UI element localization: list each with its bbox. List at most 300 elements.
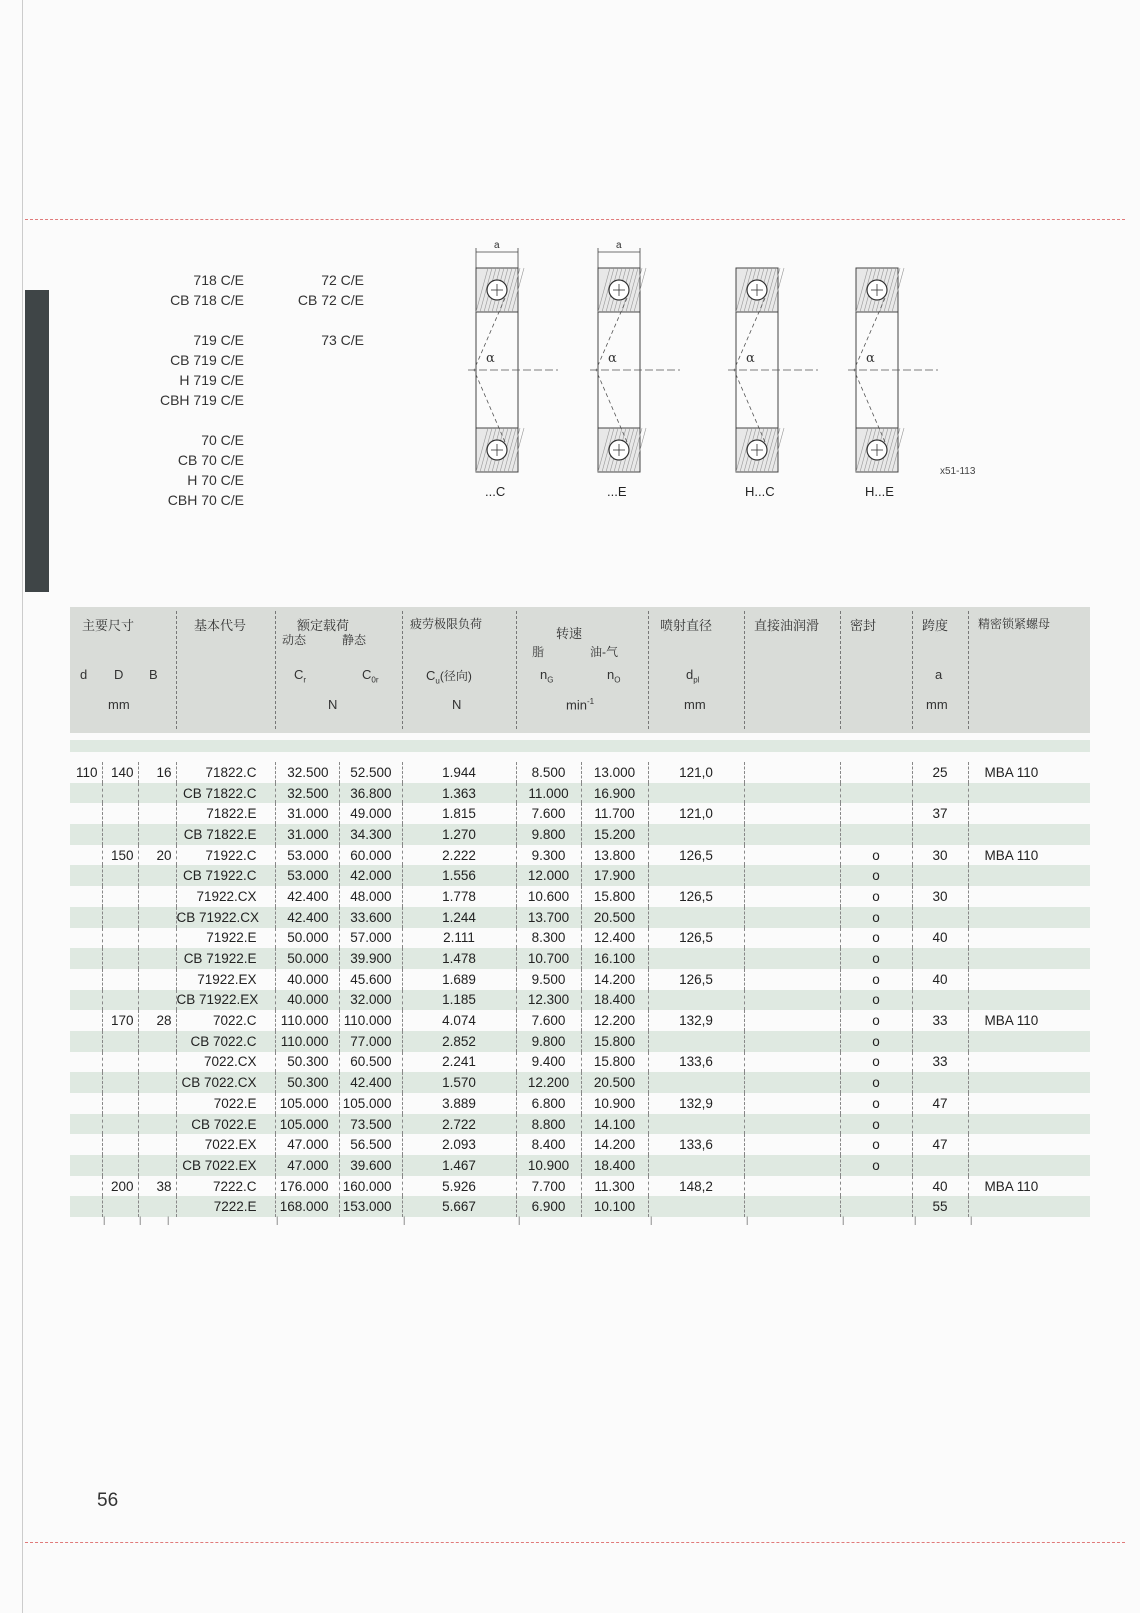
cell-cr: 168.000 bbox=[275, 1196, 339, 1217]
cell-seal: o bbox=[840, 990, 912, 1011]
tick-mark: | bbox=[103, 1215, 106, 1225]
cell-B bbox=[138, 1155, 176, 1176]
cell-dpl: 126,5 bbox=[648, 969, 744, 990]
cell-ng: 6.900 bbox=[516, 1196, 581, 1217]
cell-ng: 12.000 bbox=[516, 865, 581, 886]
cell-oil bbox=[744, 1093, 840, 1114]
variant-label: H...E bbox=[865, 484, 894, 499]
cell-a: 30 bbox=[912, 886, 968, 907]
cell-dpl bbox=[648, 824, 744, 845]
cell-nut bbox=[968, 803, 1090, 824]
tick-mark: | bbox=[167, 1215, 170, 1225]
cell-B bbox=[138, 1114, 176, 1135]
cell-d bbox=[70, 969, 102, 990]
cell-ng: 10.900 bbox=[516, 1155, 581, 1176]
cell-ng: 11.000 bbox=[516, 783, 581, 804]
cell-ng: 13.700 bbox=[516, 907, 581, 928]
cell-dpl bbox=[648, 865, 744, 886]
cell-cr: 50.000 bbox=[275, 928, 339, 949]
cell-cu: 1.270 bbox=[402, 824, 516, 845]
cell-ng: 9.500 bbox=[516, 969, 581, 990]
table-row bbox=[70, 1031, 1090, 1052]
tick-mark: | bbox=[518, 1215, 521, 1225]
cell-seal: o bbox=[840, 1052, 912, 1073]
cell-nut bbox=[968, 1052, 1090, 1073]
cell-c0r: 39.900 bbox=[339, 948, 402, 969]
cell-D bbox=[102, 886, 138, 907]
cell-D: 140 bbox=[102, 762, 138, 783]
sym-cu: $C_u$(径向) bbox=[426, 668, 472, 686]
cell-a bbox=[912, 1031, 968, 1052]
cell-oil bbox=[744, 948, 840, 969]
cell-a: 33 bbox=[912, 1010, 968, 1031]
cell-dpl: 133,6 bbox=[648, 1134, 744, 1155]
cell-no: 16.100 bbox=[581, 948, 648, 969]
cell-D bbox=[102, 1134, 138, 1155]
cell-a: 37 bbox=[912, 803, 968, 824]
cell-cu: 1.363 bbox=[402, 783, 516, 804]
cell-cr: 32.500 bbox=[275, 783, 339, 804]
cell-seal: o bbox=[840, 969, 912, 990]
cell-code: 7022.E bbox=[176, 1093, 275, 1114]
cell-cr: 105.000 bbox=[275, 1093, 339, 1114]
series-designation: 70 C/E bbox=[201, 432, 244, 448]
binding-line bbox=[22, 0, 23, 1613]
series-designation: 718 C/E bbox=[193, 272, 244, 288]
cell-a bbox=[912, 990, 968, 1011]
header-locknut: 精密锁紧螺母 bbox=[978, 617, 1051, 631]
sym-c0r: $C_{0r}$ bbox=[362, 667, 379, 685]
tick-mark: | bbox=[403, 1215, 406, 1225]
cell-no: 11.700 bbox=[581, 803, 648, 824]
cell-code: 7222.C bbox=[176, 1176, 275, 1197]
cell-c0r: 60.500 bbox=[339, 1052, 402, 1073]
unit-mm-dims: mm bbox=[108, 697, 130, 712]
cell-cu: 1.689 bbox=[402, 969, 516, 990]
variant-label: H...C bbox=[745, 484, 775, 499]
cell-ng: 10.700 bbox=[516, 948, 581, 969]
cell-oil bbox=[744, 1176, 840, 1197]
cell-seal: o bbox=[840, 1155, 912, 1176]
cell-B bbox=[138, 948, 176, 969]
cell-seal bbox=[840, 783, 912, 804]
tick-mark: | bbox=[746, 1215, 749, 1225]
series-designation: 73 C/E bbox=[321, 332, 364, 348]
cell-cr: 53.000 bbox=[275, 865, 339, 886]
cell-dpl: 148,2 bbox=[648, 1176, 744, 1197]
cell-d bbox=[70, 990, 102, 1011]
cell-ng: 8.800 bbox=[516, 1114, 581, 1135]
header-grease: 脂 bbox=[532, 645, 545, 659]
table-row bbox=[70, 1176, 1090, 1197]
cell-no: 13.800 bbox=[581, 845, 648, 866]
figure-code: x51-113 bbox=[940, 466, 976, 477]
bearing-cross-section-diagrams bbox=[468, 240, 1018, 520]
cell-d bbox=[70, 907, 102, 928]
cell-nut bbox=[968, 824, 1090, 845]
cell-c0r: 42.000 bbox=[339, 865, 402, 886]
table-header bbox=[70, 607, 1090, 733]
cell-c0r: 57.000 bbox=[339, 928, 402, 949]
cell-dpl: 132,9 bbox=[648, 1010, 744, 1031]
dimension-a-label: a bbox=[494, 240, 500, 251]
cell-B bbox=[138, 824, 176, 845]
cell-dpl: 132,9 bbox=[648, 1093, 744, 1114]
header-divider bbox=[968, 611, 969, 729]
cell-cu: 2.852 bbox=[402, 1031, 516, 1052]
cell-d bbox=[70, 1072, 102, 1093]
cell-nut bbox=[968, 1072, 1090, 1093]
cell-oil bbox=[744, 824, 840, 845]
cell-no: 15.800 bbox=[581, 1031, 648, 1052]
cell-seal: o bbox=[840, 1093, 912, 1114]
series-designation: H 719 C/E bbox=[179, 372, 244, 388]
cell-cr: 50.000 bbox=[275, 948, 339, 969]
cell-dpl bbox=[648, 990, 744, 1011]
cell-ng: 8.500 bbox=[516, 762, 581, 783]
cell-code: 71922.E bbox=[176, 928, 275, 949]
table-row bbox=[70, 1114, 1090, 1135]
cell-B bbox=[138, 886, 176, 907]
cell-B bbox=[138, 928, 176, 949]
sym-no: $n_O$ bbox=[607, 667, 621, 685]
cell-cr: 53.000 bbox=[275, 845, 339, 866]
header-divider bbox=[840, 611, 841, 729]
cell-no: 12.200 bbox=[581, 1010, 648, 1031]
cell-seal: o bbox=[840, 1134, 912, 1155]
cell-dpl: 126,5 bbox=[648, 886, 744, 907]
cell-B: 38 bbox=[138, 1176, 176, 1197]
cell-cu: 2.241 bbox=[402, 1052, 516, 1073]
header-fatigue: 疲劳极限负荷 bbox=[410, 617, 483, 631]
cell-cr: 31.000 bbox=[275, 824, 339, 845]
cell-ng: 8.300 bbox=[516, 928, 581, 949]
cell-cu: 3.889 bbox=[402, 1093, 516, 1114]
cell-code: CB 7022.C bbox=[176, 1031, 275, 1052]
cell-dpl bbox=[648, 1072, 744, 1093]
cell-D bbox=[102, 783, 138, 804]
cell-oil bbox=[744, 1155, 840, 1176]
tick-mark: | bbox=[842, 1215, 845, 1225]
top-dashed-rule bbox=[25, 219, 1125, 220]
series-designation: H 70 C/E bbox=[187, 472, 244, 488]
cell-seal: o bbox=[840, 928, 912, 949]
header-direct-oil: 直接油润滑 bbox=[754, 618, 820, 633]
cell-no: 15.200 bbox=[581, 824, 648, 845]
cell-oil bbox=[744, 803, 840, 824]
cell-nut bbox=[968, 1031, 1090, 1052]
cell-c0r: 60.000 bbox=[339, 845, 402, 866]
cell-d bbox=[70, 1114, 102, 1135]
cell-oil bbox=[744, 783, 840, 804]
series-designation: CB 718 C/E bbox=[170, 292, 244, 308]
cell-a: 40 bbox=[912, 1176, 968, 1197]
cell-cr: 31.000 bbox=[275, 803, 339, 824]
sym-d: d bbox=[80, 667, 88, 682]
cell-nut bbox=[968, 1114, 1090, 1135]
cell-ng: 9.800 bbox=[516, 824, 581, 845]
cell-a bbox=[912, 783, 968, 804]
cell-a bbox=[912, 948, 968, 969]
cell-c0r: 153.000 bbox=[339, 1196, 402, 1217]
contact-angle-label: α bbox=[486, 351, 495, 366]
cell-d bbox=[70, 783, 102, 804]
cell-c0r: 34.300 bbox=[339, 824, 402, 845]
cell-a: 55 bbox=[912, 1196, 968, 1217]
cell-oil bbox=[744, 886, 840, 907]
cell-cr: 50.300 bbox=[275, 1072, 339, 1093]
cell-seal: o bbox=[840, 845, 912, 866]
cell-B bbox=[138, 969, 176, 990]
cell-a bbox=[912, 824, 968, 845]
tick-mark: | bbox=[914, 1215, 917, 1225]
sym-B: B bbox=[149, 667, 158, 682]
contact-angle-label: α bbox=[608, 351, 617, 366]
cell-cr: 47.000 bbox=[275, 1134, 339, 1155]
cell-ng: 12.300 bbox=[516, 990, 581, 1011]
series-designation: 72 C/E bbox=[321, 272, 364, 288]
cell-oil bbox=[744, 1114, 840, 1135]
cell-B: 16 bbox=[138, 762, 176, 783]
series-designation: CB 70 C/E bbox=[177, 452, 244, 468]
cell-a: 25 bbox=[912, 762, 968, 783]
header-load-rating: 额定载荷 bbox=[297, 618, 350, 633]
cell-d bbox=[70, 803, 102, 824]
cell-seal: o bbox=[840, 1010, 912, 1031]
cell-oil bbox=[744, 1052, 840, 1073]
cell-seal bbox=[840, 803, 912, 824]
unit-n-load: N bbox=[328, 697, 338, 712]
cell-no: 13.000 bbox=[581, 762, 648, 783]
table-row bbox=[70, 783, 1090, 804]
header-dynamic: 动态 bbox=[282, 633, 307, 647]
section-tab-marker bbox=[25, 290, 49, 592]
header-divider bbox=[402, 611, 403, 729]
cell-code: 7022.EX bbox=[176, 1134, 275, 1155]
cell-oil bbox=[744, 1031, 840, 1052]
cell-D: 170 bbox=[102, 1010, 138, 1031]
cell-no: 10.100 bbox=[581, 1196, 648, 1217]
cell-ng: 8.400 bbox=[516, 1134, 581, 1155]
cell-B bbox=[138, 1031, 176, 1052]
table-row bbox=[70, 845, 1090, 866]
cell-dpl: 126,5 bbox=[648, 928, 744, 949]
cell-nut bbox=[968, 928, 1090, 949]
cell-dpl bbox=[648, 948, 744, 969]
cell-a bbox=[912, 865, 968, 886]
cell-no: 16.900 bbox=[581, 783, 648, 804]
cell-d: 110 bbox=[75, 764, 98, 780]
cell-cu: 5.926 bbox=[402, 1176, 516, 1197]
cell-c0r: 36.800 bbox=[339, 783, 402, 804]
cell-nut bbox=[968, 969, 1090, 990]
cell-dpl: 121,0 bbox=[648, 762, 744, 783]
cell-cr: 110.000 bbox=[275, 1010, 339, 1031]
header-divider bbox=[516, 611, 517, 729]
cell-dpl bbox=[648, 1031, 744, 1052]
tick-mark: | bbox=[970, 1215, 973, 1225]
cell-seal: o bbox=[840, 948, 912, 969]
cell-a bbox=[912, 1155, 968, 1176]
cell-code: 71922.EX bbox=[176, 969, 275, 990]
cell-D bbox=[102, 865, 138, 886]
cell-code: 71822.E bbox=[176, 803, 275, 824]
cell-seal: o bbox=[840, 865, 912, 886]
cell-cu: 5.667 bbox=[402, 1196, 516, 1217]
cell-d bbox=[70, 1155, 102, 1176]
cell-B bbox=[138, 865, 176, 886]
cell-D bbox=[102, 1114, 138, 1135]
cell-oil bbox=[744, 990, 840, 1011]
series-designation: CBH 70 C/E bbox=[167, 492, 244, 508]
cell-D bbox=[102, 990, 138, 1011]
tick-mark: | bbox=[276, 1215, 279, 1225]
cell-nut bbox=[968, 1134, 1090, 1155]
cell-cr: 50.300 bbox=[275, 1052, 339, 1073]
cell-no: 20.500 bbox=[581, 907, 648, 928]
contact-angle-label: α bbox=[866, 351, 875, 366]
cell-code: 7022.CX bbox=[176, 1052, 275, 1073]
cell-nut bbox=[968, 865, 1090, 886]
variant-label: ...C bbox=[485, 484, 506, 499]
cell-c0r: 110.000 bbox=[339, 1010, 402, 1031]
cell-cu: 1.185 bbox=[402, 990, 516, 1011]
cell-ng: 10.600 bbox=[516, 886, 581, 907]
table-row bbox=[70, 990, 1090, 1011]
cell-cr: 176.000 bbox=[275, 1176, 339, 1197]
cell-cr: 105.000 bbox=[275, 1114, 339, 1135]
cell-B: 28 bbox=[138, 1010, 176, 1031]
cell-cu: 1.556 bbox=[402, 865, 516, 886]
cell-no: 15.800 bbox=[581, 886, 648, 907]
cell-D bbox=[102, 969, 138, 990]
header-designation: 基本代号 bbox=[194, 618, 247, 633]
header-span: 跨度 bbox=[922, 618, 949, 633]
cell-dpl: 133,6 bbox=[648, 1052, 744, 1073]
cell-D bbox=[102, 1031, 138, 1052]
cell-B bbox=[138, 1052, 176, 1073]
cell-D bbox=[102, 948, 138, 969]
cell-cr: 47.000 bbox=[275, 1155, 339, 1176]
cell-cu: 2.722 bbox=[402, 1114, 516, 1135]
cell-nut bbox=[968, 1093, 1090, 1114]
cell-D: 200 bbox=[102, 1176, 138, 1197]
cell-oil bbox=[744, 762, 840, 783]
table-row bbox=[70, 948, 1090, 969]
cell-B bbox=[138, 1072, 176, 1093]
cell-nut bbox=[968, 907, 1090, 928]
cell-ng: 12.200 bbox=[516, 1072, 581, 1093]
cell-oil bbox=[744, 845, 840, 866]
series-designation: CB 719 C/E bbox=[170, 352, 244, 368]
cell-oil bbox=[744, 969, 840, 990]
series-designation: CB 72 C/E bbox=[297, 292, 364, 308]
cell-c0r: 33.600 bbox=[339, 907, 402, 928]
cell-c0r: 49.000 bbox=[339, 803, 402, 824]
cell-ng: 9.300 bbox=[516, 845, 581, 866]
cell-no: 10.900 bbox=[581, 1093, 648, 1114]
cell-ng: 7.600 bbox=[516, 1010, 581, 1031]
cell-a bbox=[912, 907, 968, 928]
series-designation: 719 C/E bbox=[193, 332, 244, 348]
cell-cr: 110.000 bbox=[275, 1031, 339, 1052]
cell-d bbox=[70, 1134, 102, 1155]
cell-cu: 1.570 bbox=[402, 1072, 516, 1093]
header-seal: 密封 bbox=[850, 618, 877, 633]
header-main-dims: 主要尺寸 bbox=[82, 618, 135, 633]
cell-no: 12.400 bbox=[581, 928, 648, 949]
header-static: 静态 bbox=[342, 633, 367, 647]
cell-no: 14.100 bbox=[581, 1114, 648, 1135]
cell-seal: o bbox=[840, 1072, 912, 1093]
table-row bbox=[70, 1052, 1090, 1073]
table-row bbox=[70, 928, 1090, 949]
cell-code: CB 71922.C bbox=[176, 865, 275, 886]
unit-n-fatigue: N bbox=[452, 697, 462, 712]
sym-cr: $C_r$ bbox=[294, 667, 307, 685]
cell-ng: 9.400 bbox=[516, 1052, 581, 1073]
table-end-ticks bbox=[70, 1215, 1090, 1229]
cell-seal bbox=[840, 824, 912, 845]
cell-nut bbox=[968, 990, 1090, 1011]
cell-oil bbox=[744, 865, 840, 886]
cell-cu: 2.093 bbox=[402, 1134, 516, 1155]
cell-D bbox=[102, 928, 138, 949]
cell-a bbox=[912, 1114, 968, 1135]
cell-code: CB 71922.EX bbox=[176, 990, 275, 1011]
cell-nut: MBA 110 bbox=[968, 845, 1090, 866]
cell-cu: 1.944 bbox=[402, 762, 516, 783]
cell-code: CB 71822.C bbox=[176, 783, 275, 804]
cell-a: 33 bbox=[912, 1052, 968, 1073]
header-spacer-row bbox=[70, 740, 1090, 752]
cell-D bbox=[102, 907, 138, 928]
unit-mm-dpl: mm bbox=[684, 697, 706, 712]
table-row bbox=[70, 969, 1090, 990]
unit-mm-span: mm bbox=[926, 697, 948, 712]
cell-c0r: 77.000 bbox=[339, 1031, 402, 1052]
sym-D: D bbox=[114, 667, 124, 682]
cell-a: 47 bbox=[912, 1134, 968, 1155]
cell-cu: 1.467 bbox=[402, 1155, 516, 1176]
cell-nut: MBA 110 bbox=[968, 762, 1090, 783]
cell-oil bbox=[744, 1072, 840, 1093]
cell-code: CB 71822.E bbox=[176, 824, 275, 845]
cell-D bbox=[102, 824, 138, 845]
cell-dpl bbox=[648, 783, 744, 804]
header-spray-diameter: 喷射直径 bbox=[660, 618, 713, 633]
cell-nut: MBA 110 bbox=[968, 1176, 1090, 1197]
cell-cr: 42.400 bbox=[275, 886, 339, 907]
cell-d bbox=[70, 1010, 102, 1031]
cell-d bbox=[70, 845, 102, 866]
header-divider bbox=[912, 611, 913, 729]
cell-no: 18.400 bbox=[581, 1155, 648, 1176]
cell-c0r: 42.400 bbox=[339, 1072, 402, 1093]
variant-label: ...E bbox=[607, 484, 627, 499]
cell-d bbox=[70, 948, 102, 969]
cell-d bbox=[70, 1093, 102, 1114]
cell-ng: 6.800 bbox=[516, 1093, 581, 1114]
cell-cr: 32.500 bbox=[275, 762, 339, 783]
cell-d bbox=[70, 886, 102, 907]
cell-d bbox=[70, 928, 102, 949]
cell-D bbox=[102, 1093, 138, 1114]
cell-cu: 1.244 bbox=[402, 907, 516, 928]
series-list-left bbox=[140, 270, 244, 510]
cell-D bbox=[102, 1155, 138, 1176]
cell-B bbox=[138, 803, 176, 824]
